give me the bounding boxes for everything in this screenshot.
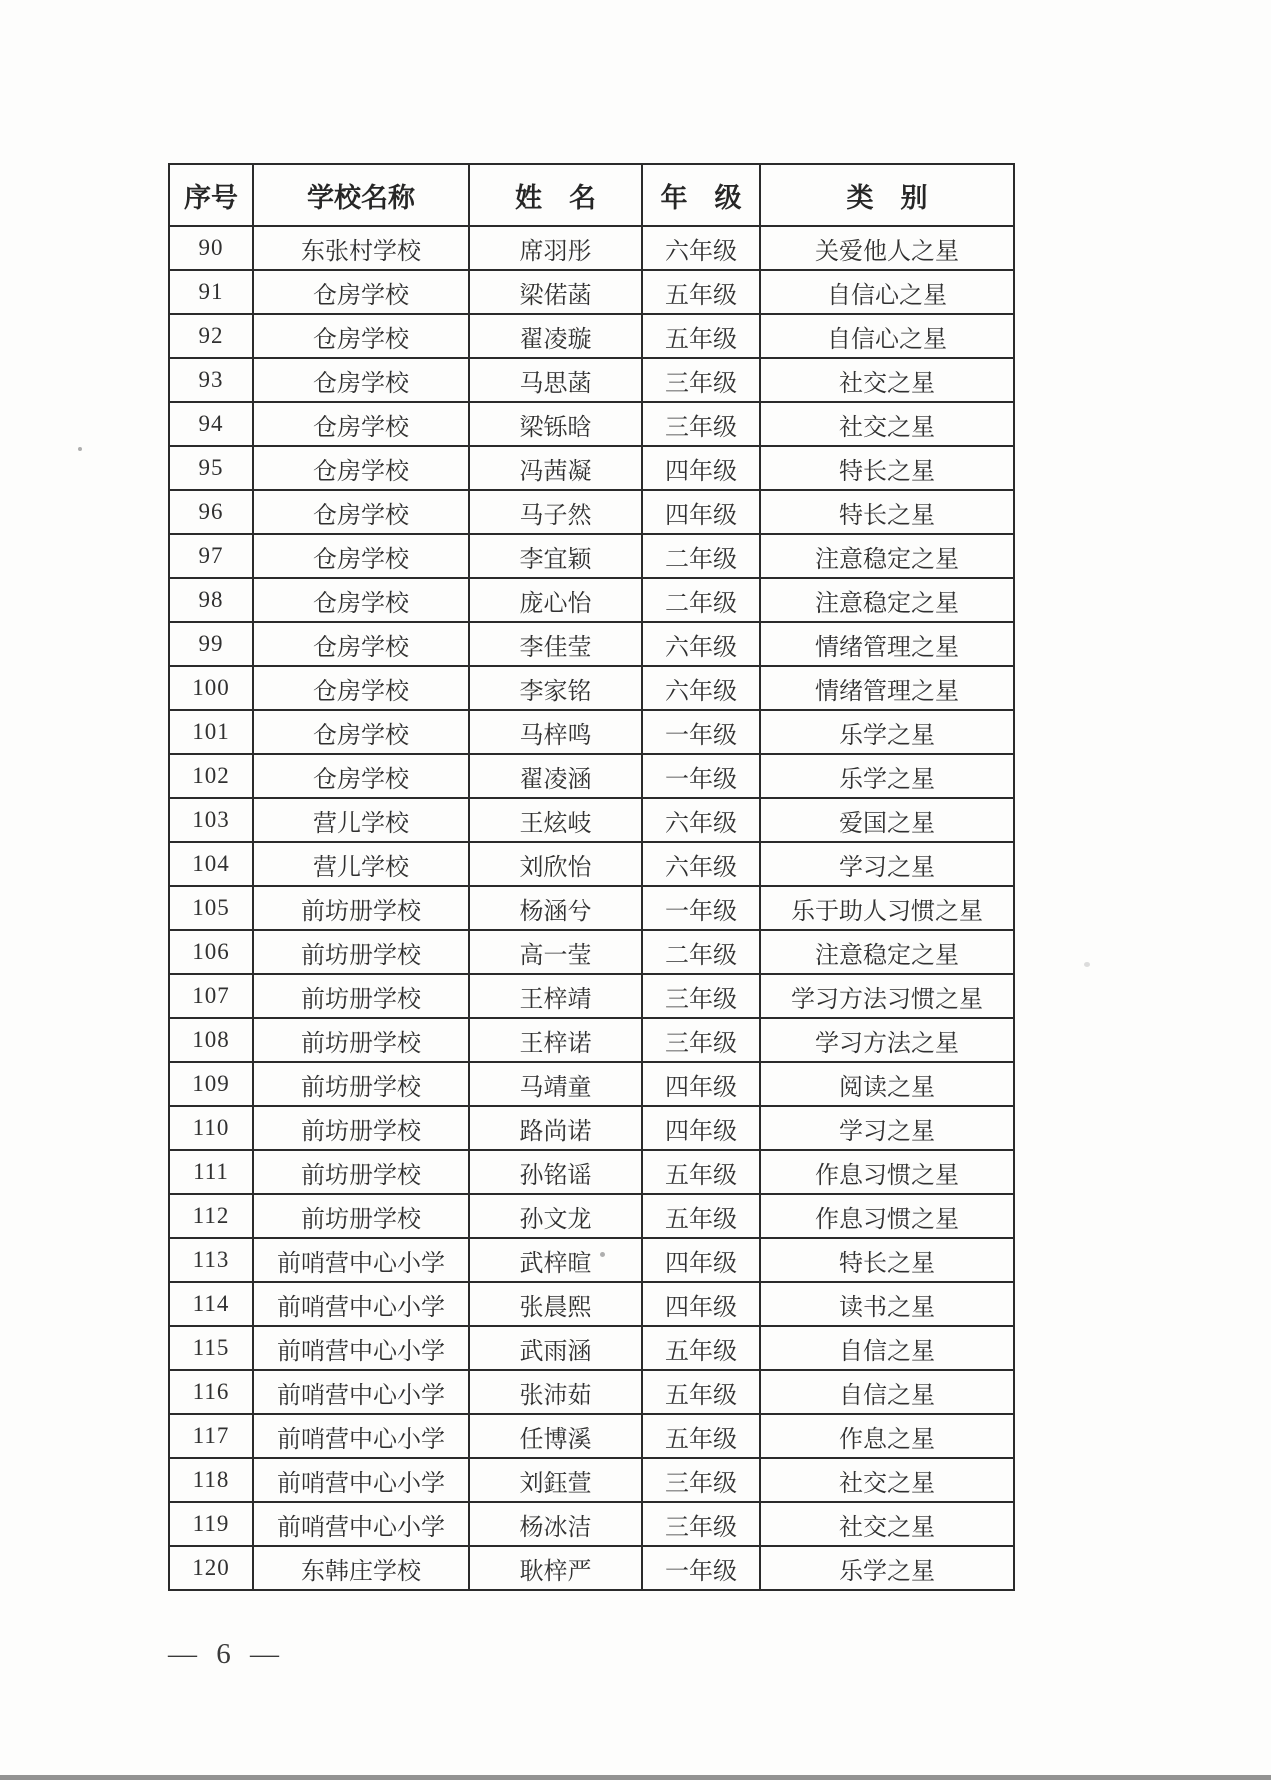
cell-no: 94 [169, 402, 253, 446]
cell-category: 情绪管理之星 [760, 666, 1014, 710]
cell-category: 乐于助人习惯之星 [760, 886, 1014, 930]
cell-name: 杨冰洁 [469, 1502, 642, 1546]
cell-grade: 六年级 [642, 666, 760, 710]
cell-grade: 五年级 [642, 1414, 760, 1458]
cell-no: 115 [169, 1326, 253, 1370]
cell-name: 马思菡 [469, 358, 642, 402]
cell-name: 梁铄晗 [469, 402, 642, 446]
cell-name: 李佳莹 [469, 622, 642, 666]
cell-school: 前坊册学校 [253, 930, 469, 974]
cell-grade: 四年级 [642, 1062, 760, 1106]
cell-school: 前坊册学校 [253, 1018, 469, 1062]
table-row [169, 886, 1014, 930]
cell-grade: 一年级 [642, 1546, 760, 1590]
cell-category: 乐学之星 [760, 1546, 1014, 1590]
cell-category: 作息习惯之星 [760, 1150, 1014, 1194]
cell-category: 特长之星 [760, 446, 1014, 490]
table-row [169, 270, 1014, 314]
award-table [168, 163, 1015, 1591]
cell-category: 学习方法习惯之星 [760, 974, 1014, 1018]
cell-grade: 五年级 [642, 1194, 760, 1238]
cell-school: 仓房学校 [253, 314, 469, 358]
cell-category: 特长之星 [760, 1238, 1014, 1282]
cell-school: 东张村学校 [253, 226, 469, 270]
table-row [169, 974, 1014, 1018]
cell-grade: 三年级 [642, 402, 760, 446]
cell-grade: 三年级 [642, 1018, 760, 1062]
cell-school: 仓房学校 [253, 754, 469, 798]
cell-name: 翟凌璇 [469, 314, 642, 358]
header-cell-no: 序号 [169, 164, 253, 226]
table-row [169, 1238, 1014, 1282]
table-row [169, 666, 1014, 710]
cell-category: 自信之星 [760, 1370, 1014, 1414]
scan-speck [78, 447, 82, 451]
cell-grade: 四年级 [642, 1282, 760, 1326]
page-number: — 6 — [168, 1638, 285, 1670]
cell-name: 王梓靖 [469, 974, 642, 1018]
cell-name: 任博溪 [469, 1414, 642, 1458]
cell-no: 119 [169, 1502, 253, 1546]
cell-name: 席羽彤 [469, 226, 642, 270]
table-body [169, 226, 1014, 1590]
cell-school: 仓房学校 [253, 490, 469, 534]
cell-no: 96 [169, 490, 253, 534]
cell-category: 特长之星 [760, 490, 1014, 534]
cell-no: 97 [169, 534, 253, 578]
cell-grade: 六年级 [642, 622, 760, 666]
table-row [169, 710, 1014, 754]
table-row [169, 1282, 1014, 1326]
cell-category: 读书之星 [760, 1282, 1014, 1326]
cell-name: 翟凌涵 [469, 754, 642, 798]
cell-school: 仓房学校 [253, 666, 469, 710]
cell-grade: 三年级 [642, 1502, 760, 1546]
table-row [169, 226, 1014, 270]
table-row [169, 798, 1014, 842]
cell-no: 101 [169, 710, 253, 754]
table-row [169, 490, 1014, 534]
cell-grade: 二年级 [642, 930, 760, 974]
cell-grade: 四年级 [642, 490, 760, 534]
table-row [169, 1502, 1014, 1546]
cell-school: 前坊册学校 [253, 1150, 469, 1194]
cell-category: 社交之星 [760, 1502, 1014, 1546]
cell-category: 注意稳定之星 [760, 578, 1014, 622]
cell-category: 社交之星 [760, 402, 1014, 446]
scan-bottom-edge [0, 1775, 1271, 1780]
cell-no: 108 [169, 1018, 253, 1062]
cell-grade: 二年级 [642, 578, 760, 622]
cell-name: 王梓诺 [469, 1018, 642, 1062]
cell-grade: 二年级 [642, 534, 760, 578]
cell-school: 前哨营中心小学 [253, 1458, 469, 1502]
cell-name: 高一莹 [469, 930, 642, 974]
cell-category: 自信心之星 [760, 314, 1014, 358]
cell-school: 仓房学校 [253, 534, 469, 578]
cell-category: 社交之星 [760, 358, 1014, 402]
header-cell-grade: 年 级 [642, 164, 760, 226]
cell-no: 113 [169, 1238, 253, 1282]
cell-school: 仓房学校 [253, 446, 469, 490]
cell-no: 90 [169, 226, 253, 270]
table-row [169, 446, 1014, 490]
cell-no: 116 [169, 1370, 253, 1414]
cell-grade: 六年级 [642, 798, 760, 842]
cell-name: 李宜颖 [469, 534, 642, 578]
table-row [169, 622, 1014, 666]
cell-no: 106 [169, 930, 253, 974]
cell-no: 110 [169, 1106, 253, 1150]
cell-no: 102 [169, 754, 253, 798]
cell-category: 作息习惯之星 [760, 1194, 1014, 1238]
cell-grade: 五年级 [642, 314, 760, 358]
cell-no: 104 [169, 842, 253, 886]
cell-no: 100 [169, 666, 253, 710]
cell-school: 仓房学校 [253, 622, 469, 666]
cell-name: 杨涵兮 [469, 886, 642, 930]
cell-name: 张沛茹 [469, 1370, 642, 1414]
cell-no: 92 [169, 314, 253, 358]
table-row [169, 1062, 1014, 1106]
cell-grade: 六年级 [642, 226, 760, 270]
cell-name: 武雨涵 [469, 1326, 642, 1370]
cell-school: 前坊册学校 [253, 1194, 469, 1238]
cell-no: 118 [169, 1458, 253, 1502]
cell-no: 105 [169, 886, 253, 930]
cell-category: 关爱他人之星 [760, 226, 1014, 270]
table-header-row [169, 164, 1014, 226]
scan-speck [600, 1252, 605, 1257]
cell-no: 91 [169, 270, 253, 314]
cell-school: 营儿学校 [253, 842, 469, 886]
scan-speck [1084, 962, 1090, 967]
table-row [169, 534, 1014, 578]
cell-no: 120 [169, 1546, 253, 1590]
cell-category: 阅读之星 [760, 1062, 1014, 1106]
cell-name: 冯茜凝 [469, 446, 642, 490]
cell-grade: 三年级 [642, 358, 760, 402]
cell-school: 前哨营中心小学 [253, 1326, 469, 1370]
cell-school: 仓房学校 [253, 710, 469, 754]
cell-school: 仓房学校 [253, 358, 469, 402]
cell-no: 117 [169, 1414, 253, 1458]
cell-no: 107 [169, 974, 253, 1018]
cell-grade: 五年级 [642, 1370, 760, 1414]
cell-name: 孙文龙 [469, 1194, 642, 1238]
cell-school: 东韩庄学校 [253, 1546, 469, 1590]
cell-grade: 四年级 [642, 1238, 760, 1282]
cell-name: 梁偌菡 [469, 270, 642, 314]
cell-name: 李家铭 [469, 666, 642, 710]
cell-name: 刘欣怡 [469, 842, 642, 886]
cell-no: 95 [169, 446, 253, 490]
cell-grade: 四年级 [642, 446, 760, 490]
cell-grade: 一年级 [642, 710, 760, 754]
cell-no: 103 [169, 798, 253, 842]
cell-grade: 五年级 [642, 1326, 760, 1370]
cell-school: 前坊册学校 [253, 1062, 469, 1106]
cell-school: 前哨营中心小学 [253, 1414, 469, 1458]
cell-name: 马子然 [469, 490, 642, 534]
cell-category: 作息之星 [760, 1414, 1014, 1458]
cell-category: 乐学之星 [760, 754, 1014, 798]
table-row [169, 1546, 1014, 1590]
table-row [169, 358, 1014, 402]
cell-school: 前哨营中心小学 [253, 1502, 469, 1546]
cell-no: 99 [169, 622, 253, 666]
table-row [169, 1326, 1014, 1370]
table-row [169, 1458, 1014, 1502]
cell-category: 学习之星 [760, 842, 1014, 886]
cell-school: 前坊册学校 [253, 974, 469, 1018]
cell-school: 仓房学校 [253, 402, 469, 446]
cell-school: 前坊册学校 [253, 886, 469, 930]
cell-grade: 一年级 [642, 754, 760, 798]
cell-category: 自信心之星 [760, 270, 1014, 314]
cell-name: 王炫岐 [469, 798, 642, 842]
cell-name: 马靖童 [469, 1062, 642, 1106]
cell-name: 耿梓严 [469, 1546, 642, 1590]
cell-no: 98 [169, 578, 253, 622]
cell-category: 注意稳定之星 [760, 930, 1014, 974]
cell-name: 孙铭谣 [469, 1150, 642, 1194]
cell-school: 仓房学校 [253, 270, 469, 314]
cell-name: 张晨熙 [469, 1282, 642, 1326]
table-row [169, 402, 1014, 446]
cell-grade: 四年级 [642, 1106, 760, 1150]
cell-school: 仓房学校 [253, 578, 469, 622]
table-row [169, 842, 1014, 886]
cell-grade: 六年级 [642, 842, 760, 886]
cell-grade: 五年级 [642, 1150, 760, 1194]
cell-category: 社交之星 [760, 1458, 1014, 1502]
cell-name: 刘鈺萱 [469, 1458, 642, 1502]
cell-name: 马梓鸣 [469, 710, 642, 754]
cell-category: 情绪管理之星 [760, 622, 1014, 666]
cell-grade: 一年级 [642, 886, 760, 930]
cell-school: 前哨营中心小学 [253, 1282, 469, 1326]
table-row [169, 1106, 1014, 1150]
table-row [169, 1150, 1014, 1194]
cell-no: 114 [169, 1282, 253, 1326]
table-row [169, 1414, 1014, 1458]
table-row [169, 578, 1014, 622]
table-row [169, 754, 1014, 798]
cell-name: 武梓暄 [469, 1238, 642, 1282]
header-cell-category: 类 别 [760, 164, 1014, 226]
header-cell-school: 学校名称 [253, 164, 469, 226]
cell-grade: 三年级 [642, 974, 760, 1018]
cell-category: 乐学之星 [760, 710, 1014, 754]
cell-school: 前哨营中心小学 [253, 1370, 469, 1414]
cell-grade: 五年级 [642, 270, 760, 314]
cell-school: 前哨营中心小学 [253, 1238, 469, 1282]
table-row [169, 1370, 1014, 1414]
cell-category: 注意稳定之星 [760, 534, 1014, 578]
table-row [169, 930, 1014, 974]
cell-name: 庞心怡 [469, 578, 642, 622]
header-cell-name: 姓 名 [469, 164, 642, 226]
cell-no: 111 [169, 1150, 253, 1194]
cell-name: 路尚诺 [469, 1106, 642, 1150]
cell-no: 112 [169, 1194, 253, 1238]
cell-school: 前坊册学校 [253, 1106, 469, 1150]
table-row [169, 1194, 1014, 1238]
cell-no: 109 [169, 1062, 253, 1106]
cell-category: 自信之星 [760, 1326, 1014, 1370]
cell-category: 学习之星 [760, 1106, 1014, 1150]
cell-category: 爱国之星 [760, 798, 1014, 842]
cell-grade: 三年级 [642, 1458, 760, 1502]
cell-school: 营儿学校 [253, 798, 469, 842]
table-row [169, 314, 1014, 358]
cell-no: 93 [169, 358, 253, 402]
cell-category: 学习方法之星 [760, 1018, 1014, 1062]
table-row [169, 1018, 1014, 1062]
